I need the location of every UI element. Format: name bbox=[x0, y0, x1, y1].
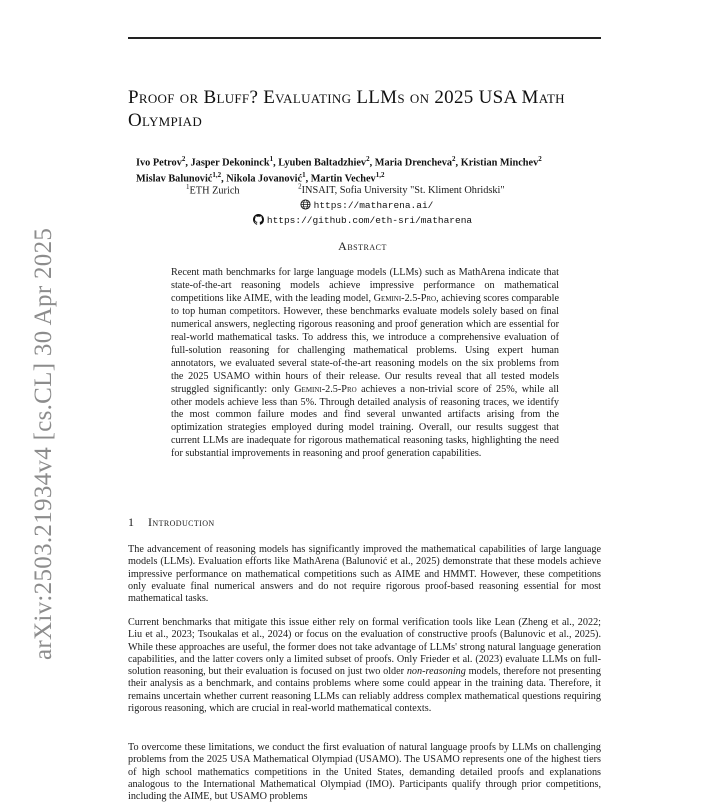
emphasis: non-reasoning bbox=[406, 666, 466, 678]
author-list: Ivo Petrov$^2$, Jasper Dekoninck$^1$, Lyuben Baltadzhiev$^2$, Maria Drencheva$^2$, Kristian Minchev$^2$ Mislav Balunović$^{1,2}$, Nikola Jovanović$^1$, Martin Vechev$^{1,2}$ bbox=[136, 155, 542, 185]
github-icon bbox=[253, 214, 264, 225]
intro-paragraph: The advancement of reasoning models has significantly improved the mathematical capabilities of large language models (LLMs). Evaluation efforts like MathArena (Balunović et al., 2025) demonstrate that these models achieve impressive performance on mathematical competitions such as AIME and HMMT. However, these competitions only evaluate final numerical answers and do not require rigorous proof-based reasoning essential for most mathematical tasks. bbox=[128, 544, 601, 605]
author: Lyuben Baltadzhiev bbox=[278, 157, 367, 169]
section-title: Introduction bbox=[148, 515, 215, 529]
arxiv-identifier: arXiv:2503.21934v4 [cs.CL] 30 Apr 2025 bbox=[30, 227, 57, 660]
model-name: Gemini-2.5-Pro bbox=[294, 383, 357, 395]
author: Jasper Dekoninck bbox=[190, 157, 270, 169]
website-link-row[interactable] bbox=[0, 199, 725, 211]
intro-paragraph: To overcome these limitations, we conduct the first evaluation of natural language proofs by LLMs on challenging problems from the 2025 USA Mathematical Olympiad (USAMO). The USAMO represents one of the highest tiers of high school mathematics competitions in the United States, demanding detailed proofs and explanations analogous to the International Mathematical Olympiad (IMO). Participants qualify through prior competitions, including the AIME, but USAMO problems bbox=[128, 742, 601, 803]
affiliation: ETH Zurich bbox=[189, 185, 240, 197]
author: Nikola Jovanović bbox=[226, 173, 303, 185]
section-heading-introduction bbox=[128, 515, 215, 530]
abstract-heading: Abstract bbox=[338, 239, 387, 253]
abstract-text: Recent math benchmarks for large language models (LLMs) such as MathArena indicate that state-of-the-art reasoning models achieve impressive performance on mathematical competitions like AIME, with the leading model, Gemini-2.5-Pro, achieving scores comparable to top human competitors. However, these benchmarks evaluate models solely based on final numerical answers, neglecting rigorous reasoning and proof generation which are essential for real-world mathematical tasks. To address this, we introduce a comprehensive evaluation of full-solution reasoning for challenging mathematical problems. Using expert human annotators, we evaluated several state-of-the-art reasoning models on the six problems from the 2025 USAMO within hours of their release. Our results reveal that all tested models struggled significantly: only Gemini-2.5-Pro achieves a non-trivial score of 25%, while all other models achieve less than 5%. Through detailed analysis of reasoning traces, we identify the most common failure modes and find several unwanted artifacts arising from the optimization strategies employed during model training. Overall, our results suggest that current LLMs are inadequate for rigorous mathematical reasoning tasks, highlighting the need for substantial improvements in reasoning and proof generation capabilities. bbox=[171, 267, 559, 460]
author: Maria Drencheva bbox=[374, 157, 453, 169]
github-link[interactable]: https://github.com/eth-sri/matharena bbox=[266, 215, 473, 226]
section-number: 1 bbox=[128, 515, 135, 529]
author: Martin Vechev bbox=[310, 173, 376, 185]
author: Mislav Balunović bbox=[136, 173, 213, 185]
website-link[interactable]: https://matharena.ai/ bbox=[313, 200, 434, 211]
globe-icon bbox=[300, 199, 311, 210]
affiliation: INSAIT, Sofia University "St. Kliment Ohridski" bbox=[301, 185, 505, 197]
author: Kristian Minchev bbox=[460, 157, 539, 169]
paper-title: Proof or Bluff? Evaluating LLMs on 2025 USA Math Olympiad bbox=[128, 87, 565, 131]
model-name: Gemini-2.5-Pro bbox=[373, 292, 437, 304]
intro-paragraph: Current benchmarks that mitigate this issue either rely on formal verification tools like Lean (Zheng et al., 2022; Liu et al., 2023; Tsoukalas et al., 2024) or focus on the evaluation of constructive proofs (Balunovic et al., 2025). While these approaches are useful, the former does not take advantage of LLMs' strong natural language generation capabilities, and the latter covers only a limited subset of proofs. Only Frieder et al. (2023) evaluate LLMs on full-solution reasoning, but their evaluation is focused on just two older non-reasoning models, therefore not presenting their analysis as a benchmark, and contains problems where some could appear in the training data. Therefore, it remains uncertain whether current reasoning LLMs can reliably address complex mathematical questions requiring rigorous reasoning, which are crucial in real-world mathematical contexts. bbox=[128, 617, 601, 715]
github-link-row[interactable] bbox=[0, 214, 725, 226]
author: Ivo Petrov bbox=[136, 157, 182, 169]
top-rule bbox=[128, 37, 601, 39]
affiliations: $^1$ETH Zurich $^2$INSAIT, Sofia University "St. Kliment Ohridski" bbox=[186, 183, 505, 197]
